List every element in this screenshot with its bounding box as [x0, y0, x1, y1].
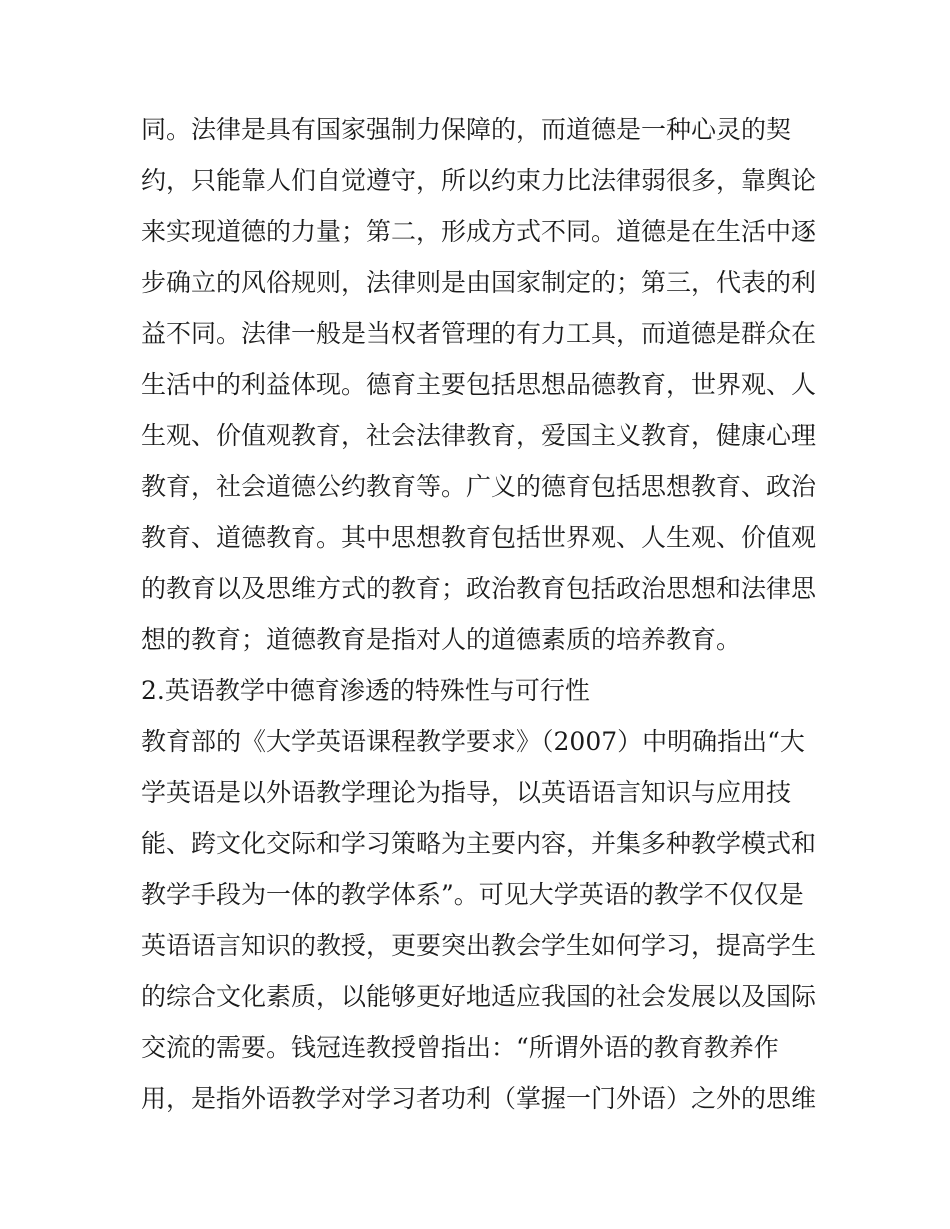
text-line: 能、跨文化交际和学习策略为主要内容，并集多种教学模式和 [141, 829, 817, 858]
text-line: 生观、价值观教育，社会法律教育，爱国主义教育，健康心理 [141, 421, 817, 450]
text-line: 的教育以及思维方式的教育；政治教育包括政治思想和法律思 [141, 574, 817, 603]
text-line: 教学手段为一体的教学体系”。可见大学英语的教学不仅仅是 [141, 880, 804, 909]
text-line: 英语语言知识的教授，更要突出教会学生如何学习，提高学生 [141, 931, 817, 960]
text-line: 教育部的《大学英语课程教学要求》（2007）中明确指出“大 [141, 727, 805, 756]
text-line: 步确立的风俗规则，法律则是由国家制定的；第三，代表的利 [141, 268, 817, 297]
text-line: 交流的需要。钱冠连教授曾指出：“所谓外语的教育教养作 [141, 1033, 779, 1062]
section-heading: 2.英语教学中德育渗透的特殊性与可行性 [141, 676, 590, 705]
text-line: 来实现道德的力量；第二，形成方式不同。道德是在生活中逐 [141, 217, 817, 246]
text-line: 教育、道德教育。其中思想教育包括世界观、人生观、价值观 [141, 523, 817, 552]
text-line: 教育，社会道德公约教育等。广义的德育包括思想教育、政治 [141, 472, 817, 501]
text-line: 想的教育；道德教育是指对人的道德素质的培养教育。 [141, 625, 742, 654]
text-line: 生活中的利益体现。德育主要包括思想品德教育，世界观、人 [141, 370, 817, 399]
text-line: 的综合文化素质，以能够更好地适应我国的社会发展以及国际 [141, 982, 817, 1011]
text-line: 学英语是以外语教学理论为指导，以英语语言知识与应用技 [141, 778, 792, 807]
text-line: 益不同。法律一般是当权者管理的有力工具，而道德是群众在 [141, 319, 817, 348]
text-line: 约，只能靠人们自觉遵守，所以约束力比法律弱很多，靠舆论 [141, 166, 817, 195]
text-line: 同。法律是具有国家强制力保障的，而道德是一种心灵的契 [141, 115, 792, 144]
text-line: 用，是指外语教学对学习者功利（掌握一门外语）之外的思维 [141, 1084, 817, 1113]
